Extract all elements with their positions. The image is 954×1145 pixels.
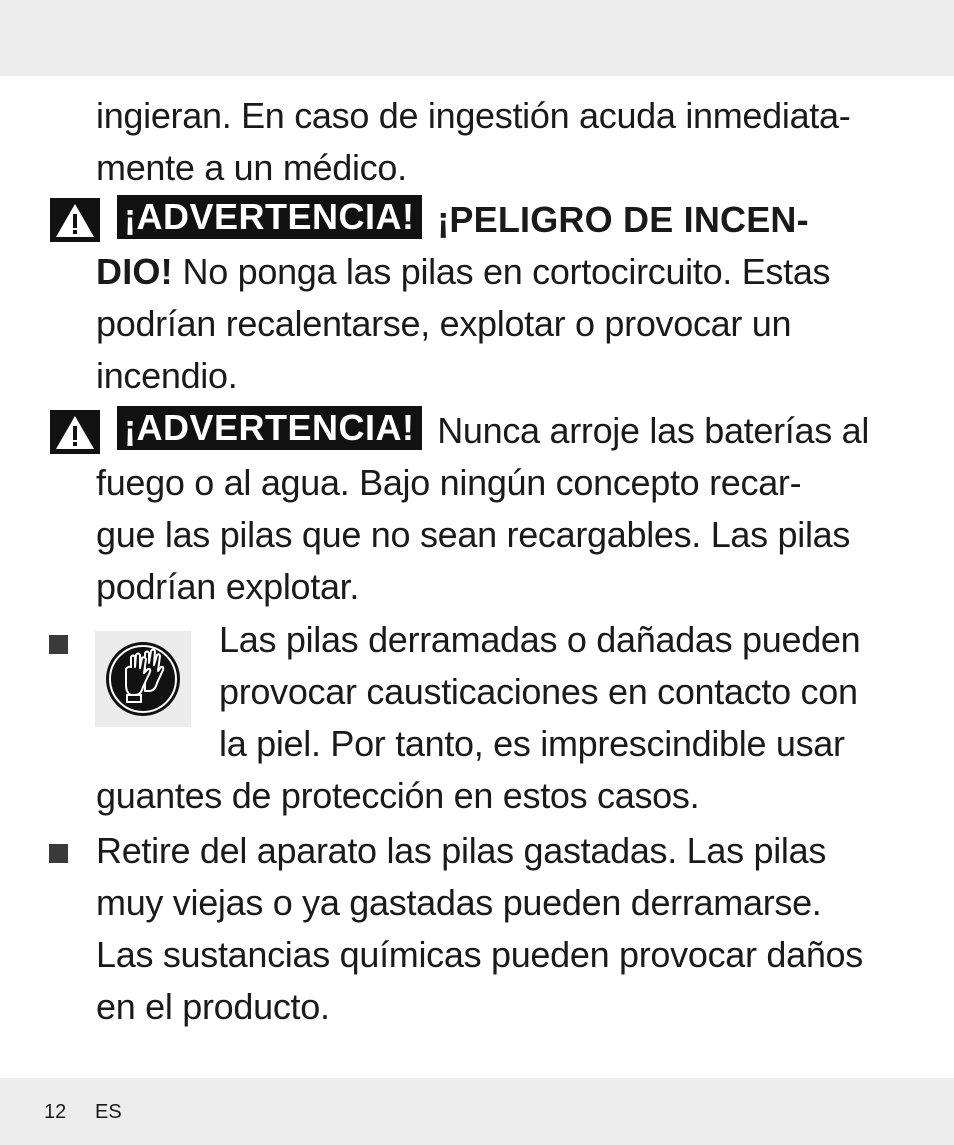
text-line: fuego o al agua. Bajo ningún concepto recar-	[96, 462, 802, 503]
text-line: la piel. Por tanto, es imprescindible usar	[219, 723, 845, 764]
text-line: guantes de protección en estos casos.	[96, 775, 700, 816]
top-band	[0, 0, 954, 76]
text-line: gue las pilas que no sean recargables. Las pilas	[96, 514, 851, 555]
text-line: podrían recalentarse, explotar o provocar un	[96, 303, 792, 344]
warning-triangle-icon	[50, 198, 100, 242]
text-line: incendio.	[96, 355, 238, 396]
text-line: Las sustancias químicas pueden provocar daños	[96, 934, 863, 975]
page-number: 12	[44, 1101, 67, 1123]
advertencia-badge: ¡ADVERTENCIA!	[117, 195, 422, 239]
text-line: en el producto.	[96, 986, 330, 1027]
bullet-square	[49, 635, 68, 654]
footer-band	[0, 1078, 954, 1145]
warning-1-heading	[117, 194, 809, 246]
text-line: podrían explotar.	[96, 566, 360, 607]
protective-gloves-icon	[95, 631, 191, 727]
warning-1-headline-end: DIO!	[96, 251, 173, 292]
text-line: muy viejas o ya gastadas pueden derramarse.	[96, 882, 822, 923]
advertencia-badge: ¡ADVERTENCIA!	[117, 406, 422, 450]
text-line: Retire del aparato las pilas gastadas. Las pilas	[96, 830, 827, 871]
warning-2-heading	[117, 405, 869, 457]
text-line: provocar causticaciones en contacto con	[219, 671, 858, 712]
warning-1-headline: ¡PELIGRO DE INCEN-	[437, 199, 809, 240]
text-line: ingieran. En caso de ingestión acuda inmediata-	[96, 95, 851, 136]
warning-triangle-icon	[50, 410, 100, 454]
language-code: ES	[95, 1101, 122, 1123]
text-line: Las pilas derramadas o dañadas pueden	[219, 619, 861, 660]
warning-1-line	[96, 246, 830, 298]
warning-1-text: No ponga las pilas en cortocircuito. Estas	[172, 251, 831, 292]
bullet-square	[49, 844, 68, 863]
text-line: mente a un médico.	[96, 147, 407, 188]
warning-2-text: Nunca arroje las baterías al	[437, 410, 870, 451]
